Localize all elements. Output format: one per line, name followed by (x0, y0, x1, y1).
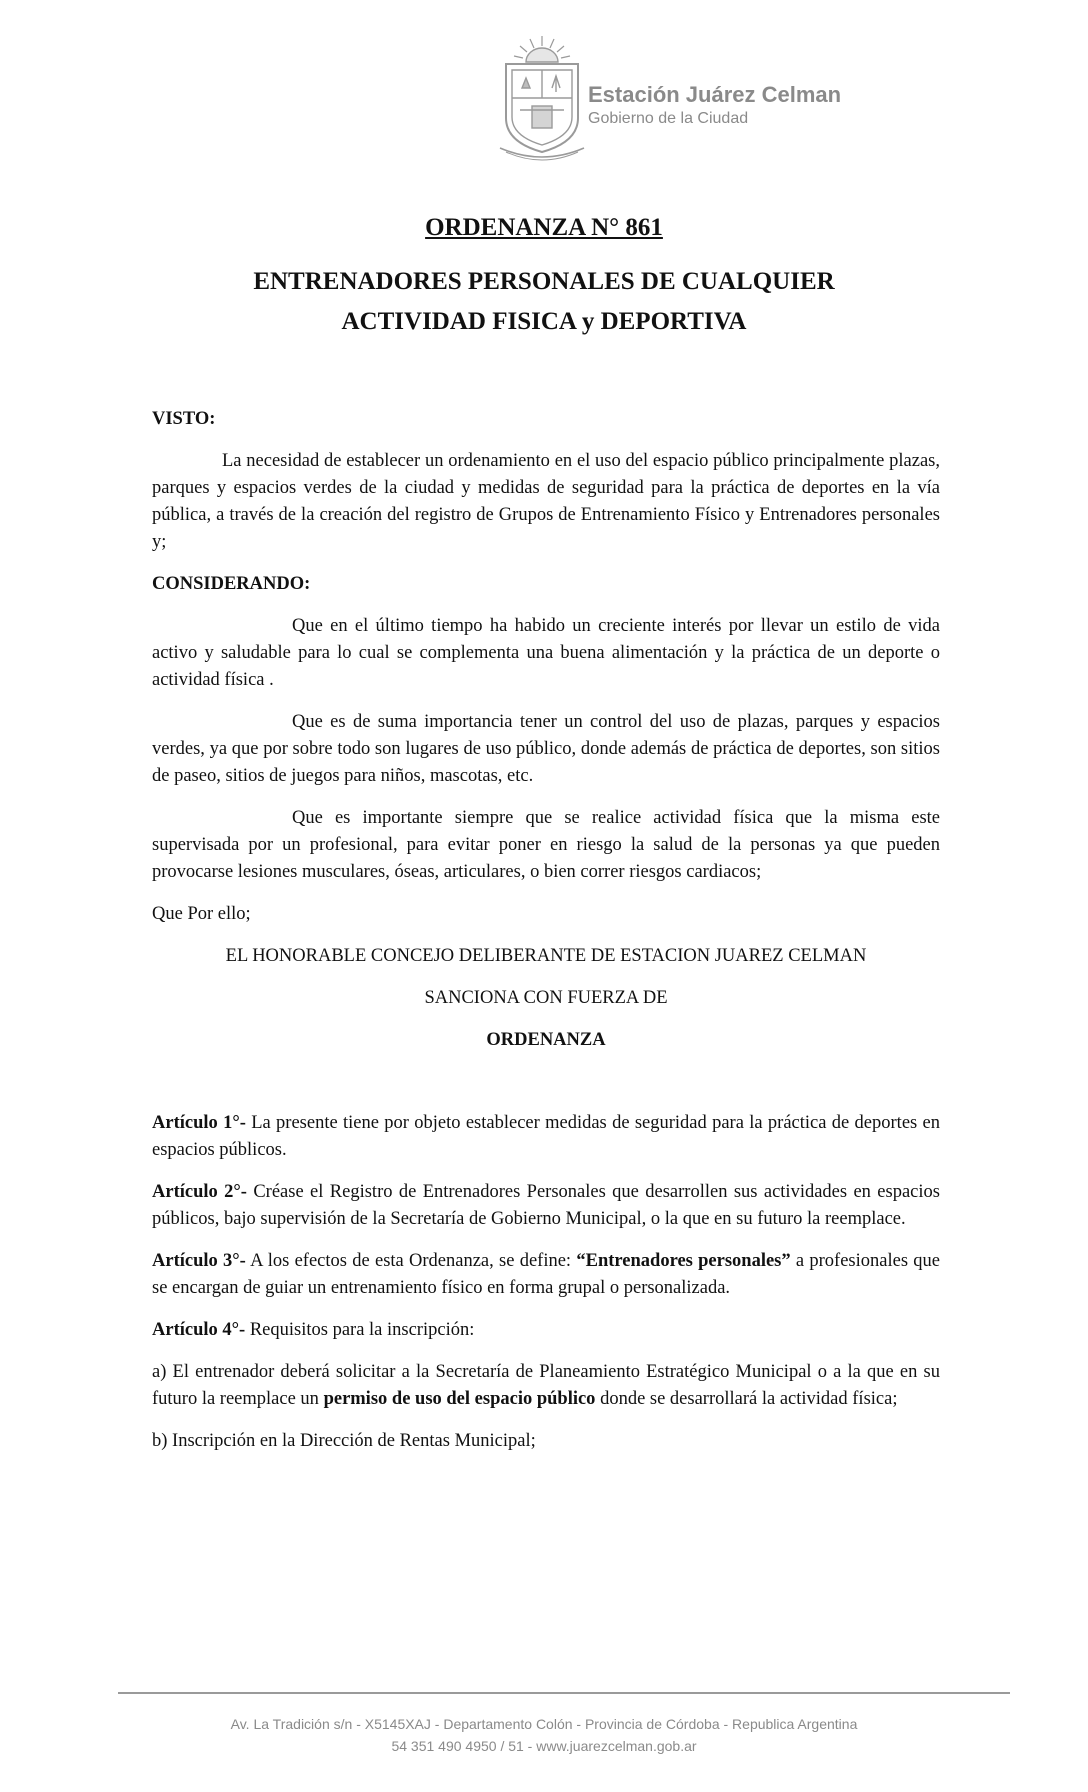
considerando-paragraph-2: Que es de suma importancia tener un control del uso de plazas, parques y espacios verdes, ya que por sobre todo son lugares de uso público, donde además de práctica de deportes, son sitios de paseo, sitios de juegos para niños, mascotas, etc. (152, 712, 940, 786)
visto-paragraph: La necesidad de establecer un ordenamiento en el uso del espacio público principalmente plazas, parques y espacios verdes de la ciudad y medidas de seguridad para la práctica de deportes en la vía pública, a través de la creación del registro de Grupos de Entrenamiento Físico y Entrenadores personales y; (152, 451, 940, 552)
footer-address: Av. La Tradición s/n - X5145XAJ - Departamento Colón - Provincia de Córdoba - Republica Argentina (230, 1716, 858, 1732)
article-3 (152, 1248, 940, 1302)
article-4-label: Artículo 4°- (152, 1320, 246, 1340)
article-3-label: Artículo 3°- (152, 1251, 246, 1271)
visto-heading: VISTO: (152, 409, 216, 429)
requirement-a (152, 1359, 940, 1413)
article-2-text: Créase el Registro de Entrenadores Personales que desarrollen sus actividades en espacios públicos, bajo supervisión de la Secretaría de Gobierno Municipal, o la que en su futuro la reemplace. (152, 1182, 940, 1229)
requirement-b: b) Inscripción en la Dirección de Rentas Municipal; (152, 1431, 536, 1451)
article-2-label: Artículo 2°- (152, 1182, 247, 1202)
sanciona-text: SANCIONA CON FUERZA DE (424, 988, 668, 1008)
letterhead (496, 30, 896, 170)
document-body (152, 406, 940, 1470)
ordenanza-heading: ORDENANZA (486, 1030, 606, 1050)
ordinance-title-line-1: ENTRENADORES PERSONALES DE CUALQUIER (253, 268, 835, 295)
organization-subtitle: Gobierno de la Ciudad (588, 110, 749, 127)
ordinance-title-line-2: ACTIVIDAD FISICA y DEPORTIVA (341, 308, 747, 335)
requirement-a-text-b: donde se desarrollará la actividad física; (595, 1389, 898, 1409)
article-1-text: La presente tiene por objeto establecer medidas de seguridad para la práctica de deportes en espacios públicos. (152, 1113, 941, 1160)
article-1 (152, 1110, 940, 1164)
requirement-a-text-a: a) El entrenador deberá solicitar a la Secretaría de Planeamiento Estratégico Municipal o a la que en su futuro la reemplace un (152, 1362, 940, 1409)
por-ello-text: Que Por ello; (152, 904, 251, 924)
article-3-text-a: A los efectos de esta Ordenanza, se define: (245, 1251, 577, 1271)
article-1-label: Artículo 1°- (152, 1113, 246, 1133)
footer-contact: 54 351 490 4950 / 51 - www.juarezcelman.gob.ar (391, 1738, 697, 1754)
article-4-text: Requisitos para la inscripción: (245, 1320, 475, 1340)
concejo-text: EL HONORABLE CONCEJO DELIBERANTE DE ESTACION JUAREZ CELMAN (225, 946, 867, 966)
article-4 (152, 1317, 940, 1344)
article-3-term: “Entrenadores personales” (576, 1251, 791, 1271)
coat-of-arms-icon (496, 30, 588, 162)
article-3-text-b: a profesionales que se encargan de guiar un entrenamiento físico en forma grupal o personalizada. (152, 1251, 941, 1298)
organization-name: Estación Juárez Celman (588, 82, 842, 107)
article-2 (152, 1179, 940, 1233)
considerando-heading: CONSIDERANDO: (152, 574, 311, 594)
requirement-a-term: permiso de uso del espacio público (323, 1389, 596, 1409)
considerando-paragraph-1: Que en el último tiempo ha habido un creciente interés por llevar un estilo de vida activo y saludable para lo cual se complementa una buena alimentación y la práctica de un deporte o actividad física . (152, 616, 940, 690)
considerando-paragraph-3: Que es importante siempre que se realice actividad física que la misma este supervisada por un profesional, para evitar poner en riesgo la salud de la personas ya que pueden provocarse lesiones musculares, óseas, articulares, o bien correr riesgos cardiacos; (152, 808, 940, 882)
ordinance-number: ORDENANZA N° 861 (425, 214, 663, 241)
footer-divider (118, 1692, 1010, 1694)
